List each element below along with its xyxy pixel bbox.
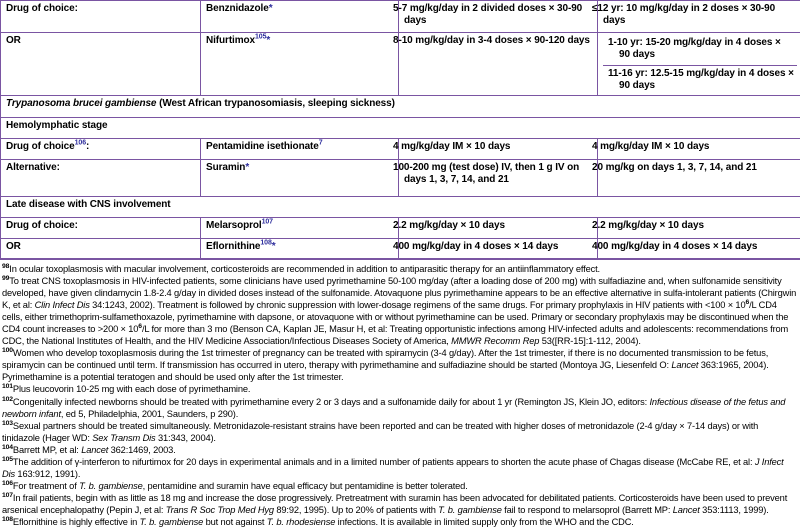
drug-label-cell: Drug of choice$^{106}$:: [1, 139, 201, 160]
section-header-organism: Trypanosoma brucei gambiense (West African trypanosomiasis, sleeping sickness): [1, 96, 800, 118]
drug-label-cell: Drug of choice:: [1, 218, 201, 239]
adult-dose-cell: 400 mg/kg/day in 4 doses × 14 days: [399, 239, 598, 260]
adult-dose-cell: 8-10 mg/kg/day in 3-4 doses × 90-120 days: [399, 33, 598, 96]
table-row: [1, 139, 800, 160]
footnote: $^{102}$Congenitally infected newborns should be treated with pyrimethamine every 2 or 3 days and a sulfonamide daily for about 1 yr (Remington JS, Klein JO, editors: Infectious disease of the fetus and newborn infant, ed 5, Philadelphia, 2001, Saunders, p 290).: [2, 396, 798, 420]
pediatric-dose-cell: 400 mg/kg/day in 4 doses × 14 days: [598, 239, 800, 260]
footnote: $^{100}$Women who develop toxoplasmosis during the 1st trimester of pregnancy can be treated with spiramycin (3-4 g/day). After the 1st trimester, if there is no documented transmission to be fetus, spiramycin can be continued until term. If transmission has occurred in utero, therapy with pyrimethamine and sulfadiazine should be started (Montoya JG, Liesenfeld O: Lancet 363:1965, 2004). Pyrimethamine is a potential teratogen and should be used only after the 1st trimester.: [2, 347, 798, 383]
pediatric-dose-cell: 4 mg/kg/day IM × 10 days: [598, 139, 800, 160]
table-row: [1, 218, 800, 239]
drug-label-cell: Drug of choice:: [1, 1, 201, 33]
adult-dose-cell: 2.2 mg/kg/day × 10 days: [399, 218, 598, 239]
drug-label-cell: OR: [1, 239, 201, 260]
section-row: [1, 118, 800, 139]
footnote: $^{99}$To treat CNS toxoplasmosis in HIV-infected patients, some clinicians have used pyrimethamine 50-100 mg/day (after a loading dose of 200 mg) with sulfadiazine and, when sulfonamide sensitivity developed, have given clindamycin 1.8-2.4 g/day in divided doses instead of the sulfonamide. Atovaquone plus pyrimethamine appears to be an effective alternative in sulfa-intolerant patients (Chirgwin K, et al: Clin Infect Dis 34:1243, 2002). Treatment is followed by chronic suppression with lower-dosage regimens of the same drugs. For primary prophylaxis in HIV patients with $<100 \times 10^6/L$ CD4 cells, either trimethoprim-sulfamethoxazole, pyrimethamine with dapsone, or atovaquone with or without pyrimethamine can be used. Primary or secondary prophylaxis may be discontinued when the CD4 count increases to $>200 \times 10^6/L$ for more than 3 mo (Benson CA, Kaplan JE, Masur H, et al: Treating opportunistic infections among HIV-infected adults and adolescents: recommendations from CDC, the National Institutes of Health, and the HIV Medicine Association/Infectious Diseases Society of America, MMWR Recomm Rep 53([RR-15]:1-112, 2004).: [2, 275, 798, 347]
drug-label-cell: Alternative:: [1, 160, 201, 197]
section-header-stage: Late disease with CNS involvement: [1, 197, 800, 218]
adult-dose-cell: 4 mg/kg/day IM × 10 days: [399, 139, 598, 160]
adult-dose-cell: 5-7 mg/kg/day in 2 divided doses × 30-90 days: [399, 1, 598, 33]
table-row: [1, 239, 800, 260]
footnote: $^{98}$In ocular toxoplasmosis with macular involvement, corticosteroids are recommended in addition to antiparasitic therapy for an antiinflammatory effect.: [2, 263, 798, 275]
drug-name-cell: Eflornithine$^{108}$*: [201, 239, 399, 260]
section-row: [1, 197, 800, 218]
section-header-stage: Hemolymphatic stage: [1, 118, 800, 139]
table-row: [1, 160, 800, 197]
footnote: $^{101}$Plus leucovorin 10-25 mg with each dose of pyrimethamine.: [2, 383, 798, 395]
pediatric-dose-cell: 2.2 mg/kg/day × 10 days: [598, 218, 800, 239]
footnote: $^{105}$The addition of γ-interferon to nifurtimox for 20 days in experimental animals and in a limited number of patients appears to shorten the acute phase of Chagas disease (McCabe RE, et al: J Infect Dis 163:912, 1991).: [2, 456, 798, 480]
drug-label-cell: OR: [1, 33, 201, 96]
drug-name-cell: Nifurtimox$^{105}$*: [201, 33, 399, 96]
footnote: $^{108}$Eflornithine is highly effective in T. b. gambiense but not against T. b. rhodesiense infections. It is available in limited supply only from the WHO and the CDC.: [2, 516, 798, 528]
drug-name-cell: Suramin*: [201, 160, 399, 197]
footnote: $^{106}$For treatment of T. b. gambiense, pentamidine and suramin have equal efficacy but pentamidine is better tolerated.: [2, 480, 798, 492]
pediatric-dose-subcell: 1-10 yr: 15-20 mg/kg/day in 4 doses × 90 days: [603, 35, 797, 66]
pediatric-dose-cell: 20 mg/kg on days 1, 3, 7, 14, and 21: [598, 160, 800, 197]
pediatric-dose-cell: [598, 33, 800, 96]
section-row: [1, 96, 800, 118]
pediatric-dose-subcell: 11-16 yr: 12.5-15 mg/kg/day in 4 doses × 90 days: [603, 66, 797, 93]
footnote: $^{103}$Sexual partners should be treated simultaneously. Metronidazole-resistant strains have been reported and can be treated with higher doses of metronidazole (2-4 g/day × 7-14 days) or with tinidazole (Hager WD: Sex Transm Dis 31:343, 2004).: [2, 420, 798, 444]
table-row: [1, 33, 800, 96]
adult-dose-cell: 100-200 mg (test dose) IV, then 1 g IV on days 1, 3, 7, 14, and 21: [399, 160, 598, 197]
pediatric-dose-cell: ≤12 yr: 10 mg/kg/day in 2 doses × 30-90 days: [598, 1, 800, 33]
drug-name-cell: Melarsoprol$^{107}$: [201, 218, 399, 239]
drug-name-cell: Benznidazole*: [201, 1, 399, 33]
drug-dosing-table: [0, 0, 800, 260]
footnote: $^{107}$In frail patients, begin with as little as 18 mg and increase the dose progressively. Pretreatment with suramin has been advocated for debilitated patients. Corticosteroids have been used to prevent arsenical encephalopathy (Pepin J, et al: Trans R Soc Trop Med Hyg 89:92, 1995). Up to 20% of patients with T. b. gambiense fail to respond to melarsoprol (Barrett MP: Lancet 353:1113, 1999).: [2, 492, 798, 516]
footnotes: [0, 260, 800, 528]
drug-name-cell: Pentamidine isethionate$^7$: [201, 139, 399, 160]
footnote: $^{104}$Barrett MP, et al: Lancet 362:1469, 2003.: [2, 444, 798, 456]
table-row: [1, 1, 800, 33]
